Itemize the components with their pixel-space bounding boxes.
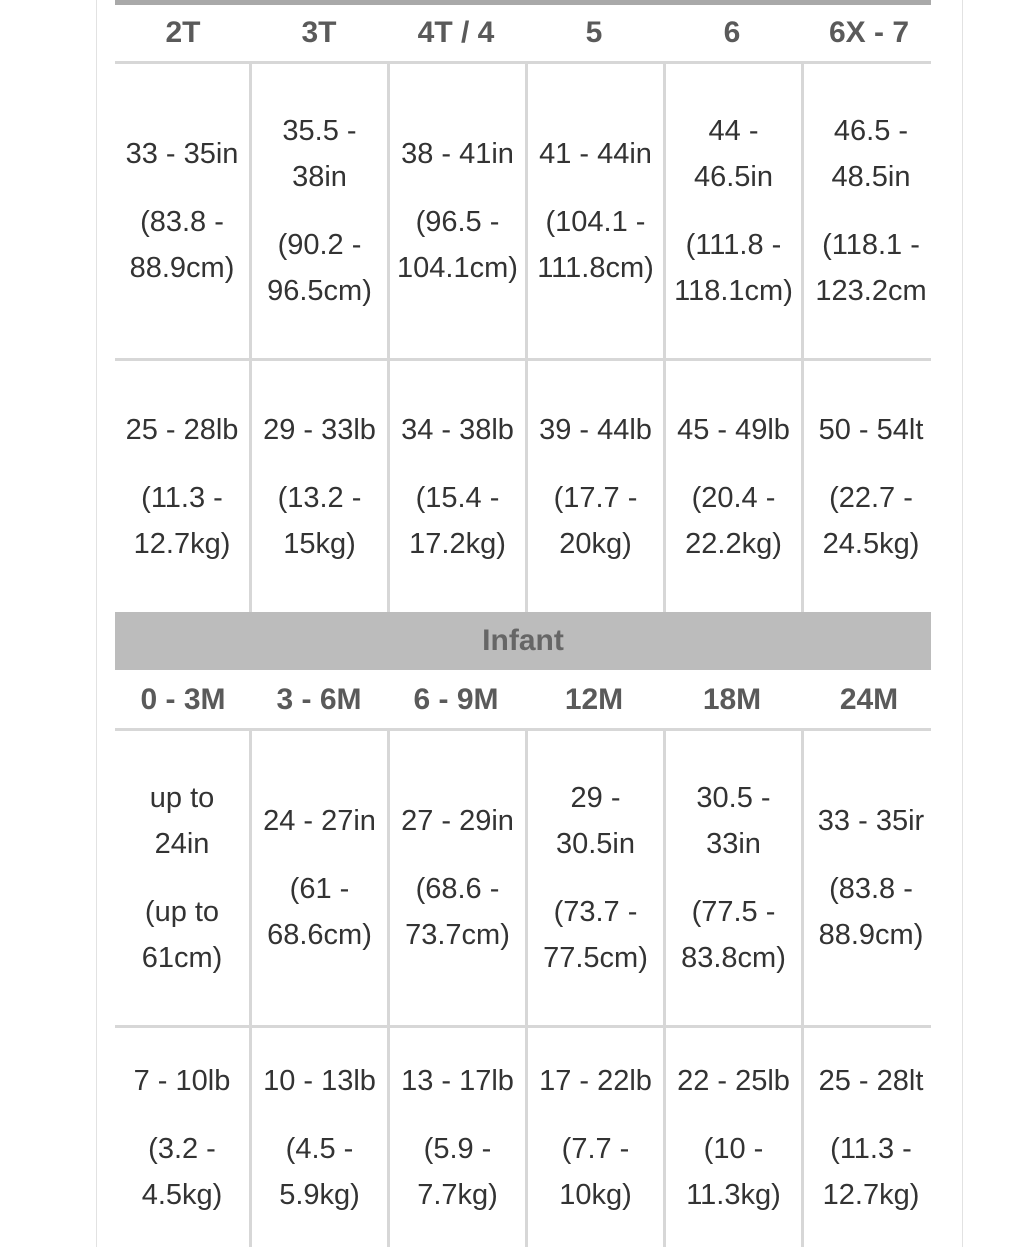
size-header: 0 - 3M bbox=[140, 683, 226, 716]
weight-kg: 5.9kg) bbox=[279, 1178, 360, 1211]
weight-cell bbox=[666, 1028, 801, 1247]
height-inches: 27 - 29in bbox=[401, 805, 514, 837]
height-inches: 30.5 - bbox=[696, 782, 771, 814]
weight-cell bbox=[115, 361, 249, 612]
height-inches: 41 - 44in bbox=[539, 138, 652, 170]
height-cell bbox=[666, 64, 801, 358]
size-header: 12M bbox=[564, 683, 624, 716]
height-cm: 61cm) bbox=[141, 942, 223, 974]
page-frame-right-border bbox=[962, 0, 963, 1247]
height-cell bbox=[528, 731, 663, 1025]
weight-kg: (13.2 - bbox=[277, 481, 362, 514]
weight-pounds: 39 - 44lb bbox=[539, 413, 652, 446]
weight-kg: (17.7 - bbox=[553, 481, 638, 514]
height-inches: 24in bbox=[154, 828, 210, 860]
weight-kg: (10 - bbox=[703, 1132, 764, 1165]
weight-pounds: 45 - 49lb bbox=[677, 413, 790, 446]
weight-cell bbox=[528, 1028, 663, 1247]
height-cell bbox=[666, 731, 801, 1025]
height-cm: (73.7 - bbox=[553, 896, 638, 928]
weight-kg: (5.9 - bbox=[423, 1132, 492, 1165]
height-cell bbox=[804, 64, 931, 358]
height-inches: 29 - bbox=[570, 782, 621, 814]
height-inches: 30.5in bbox=[555, 828, 635, 860]
height-cm: 111.8cm) bbox=[537, 252, 654, 284]
height-cm: (96.5 - bbox=[415, 206, 500, 238]
weight-kg: (20.4 - bbox=[691, 481, 776, 514]
height-cell bbox=[528, 64, 663, 358]
size-header: 6 - 9M bbox=[413, 683, 499, 716]
weight-cell bbox=[252, 1028, 387, 1247]
height-cm: (90.2 - bbox=[277, 229, 362, 261]
toddler-weight-row bbox=[115, 361, 931, 612]
weight-kg: 7.7kg) bbox=[417, 1178, 498, 1211]
size-chart-table bbox=[115, 0, 931, 1247]
weight-kg: (11.3 - bbox=[830, 1132, 912, 1165]
height-inches: 35.5 - bbox=[282, 115, 357, 147]
height-cm: 88.9cm) bbox=[129, 252, 235, 284]
height-cm: (61 - bbox=[289, 873, 350, 905]
weight-pounds: 34 - 38lb bbox=[401, 413, 514, 446]
weight-kg: 4.5kg) bbox=[141, 1178, 223, 1211]
weight-kg: (3.2 - bbox=[148, 1132, 216, 1165]
weight-cell bbox=[666, 361, 801, 612]
height-inches: 33 - 35ir bbox=[817, 805, 925, 837]
height-cm: 68.6cm) bbox=[267, 919, 372, 951]
height-inches: 44 - bbox=[708, 115, 759, 147]
height-inches: 46.5 - bbox=[833, 115, 909, 147]
weight-kg: (4.5 - bbox=[285, 1132, 354, 1165]
height-cell bbox=[390, 731, 525, 1025]
height-cm: (104.1 - bbox=[545, 206, 646, 238]
weight-cell bbox=[115, 1028, 249, 1247]
size-header: 5 bbox=[585, 16, 603, 49]
height-cm: (77.5 - bbox=[691, 896, 776, 928]
height-cm: 96.5cm) bbox=[267, 275, 372, 307]
toddler-height-row bbox=[115, 64, 931, 358]
weight-kg: 24.5kg) bbox=[822, 527, 920, 560]
size-header: 24M bbox=[839, 683, 899, 716]
height-inches: 33 - 35in bbox=[125, 138, 239, 170]
weight-kg: 12.7kg) bbox=[133, 527, 231, 560]
weight-pounds: 7 - 10lb bbox=[133, 1064, 231, 1097]
height-cm: 83.8cm) bbox=[681, 942, 786, 974]
weight-pounds: 25 - 28lt bbox=[818, 1064, 924, 1097]
height-cell bbox=[252, 731, 387, 1025]
weight-kg: (22.7 - bbox=[829, 481, 913, 514]
weight-cell bbox=[252, 361, 387, 612]
height-cm: (118.1 - bbox=[822, 229, 920, 261]
weight-cell bbox=[804, 1028, 931, 1247]
height-cell bbox=[115, 64, 249, 358]
weight-kg: (11.3 - bbox=[141, 481, 223, 514]
infant-header-row bbox=[115, 672, 931, 728]
weight-pounds: 25 - 28lb bbox=[125, 413, 239, 446]
weight-cell bbox=[390, 361, 525, 612]
weight-kg: 10kg) bbox=[559, 1178, 632, 1211]
weight-kg: 20kg) bbox=[559, 527, 632, 560]
height-cm: 118.1cm) bbox=[674, 275, 793, 307]
weight-kg: 17.2kg) bbox=[409, 527, 506, 560]
height-cell bbox=[390, 64, 525, 358]
height-inches: 46.5in bbox=[693, 161, 773, 193]
weight-pounds: 13 - 17lb bbox=[401, 1064, 514, 1097]
height-cm: (68.6 - bbox=[415, 873, 500, 905]
size-header: 3T bbox=[301, 16, 337, 49]
height-cell bbox=[804, 731, 931, 1025]
weight-kg: 15kg) bbox=[283, 527, 356, 560]
weight-pounds: 10 - 13lb bbox=[263, 1064, 376, 1097]
weight-kg: (7.7 - bbox=[561, 1132, 630, 1165]
weight-pounds: 22 - 25lb bbox=[677, 1064, 790, 1097]
height-inches: 33in bbox=[706, 828, 761, 860]
weight-cell bbox=[390, 1028, 525, 1247]
height-cm: 77.5cm) bbox=[543, 942, 648, 974]
height-cm: (up to bbox=[144, 896, 220, 928]
infant-height-row bbox=[115, 731, 931, 1025]
size-header: 6 bbox=[723, 16, 741, 49]
weight-kg: 22.2kg) bbox=[685, 527, 782, 560]
toddler-header-row bbox=[115, 5, 931, 61]
size-header: 2T bbox=[165, 16, 201, 49]
height-cm: 73.7cm) bbox=[405, 919, 510, 951]
height-inches: 48.5in bbox=[831, 161, 911, 193]
height-cm: (83.8 - bbox=[140, 206, 224, 238]
height-inches: up to bbox=[149, 782, 215, 814]
height-cm: (83.8 - bbox=[829, 873, 913, 905]
section-title-infant: Infant bbox=[115, 612, 931, 670]
weight-pounds: 29 - 33lb bbox=[263, 413, 376, 446]
height-cm: 123.2cm bbox=[815, 275, 927, 307]
weight-pounds: 50 - 54lt bbox=[818, 413, 924, 446]
weight-kg: 12.7kg) bbox=[822, 1178, 920, 1211]
size-header: 6X - 7 bbox=[828, 16, 910, 49]
weight-pounds: 17 - 22lb bbox=[539, 1064, 652, 1097]
height-cm: (111.8 - bbox=[685, 229, 782, 261]
height-inches: 38in bbox=[292, 161, 347, 193]
height-inches: 24 - 27in bbox=[263, 805, 376, 837]
size-header: 4T / 4 bbox=[417, 16, 495, 49]
height-cm: 104.1cm) bbox=[397, 252, 518, 284]
infant-weight-row bbox=[115, 1028, 931, 1247]
weight-kg: 11.3kg) bbox=[686, 1178, 781, 1211]
height-cell bbox=[252, 64, 387, 358]
height-cell bbox=[115, 731, 249, 1025]
height-inches: 38 - 41in bbox=[401, 138, 514, 170]
size-header: 3 - 6M bbox=[276, 683, 362, 716]
weight-cell bbox=[528, 361, 663, 612]
weight-cell bbox=[804, 361, 931, 612]
page-frame-left-border bbox=[96, 0, 97, 1247]
weight-kg: (15.4 - bbox=[415, 481, 500, 514]
size-header: 18M bbox=[702, 683, 762, 716]
height-cm: 88.9cm) bbox=[818, 919, 924, 951]
